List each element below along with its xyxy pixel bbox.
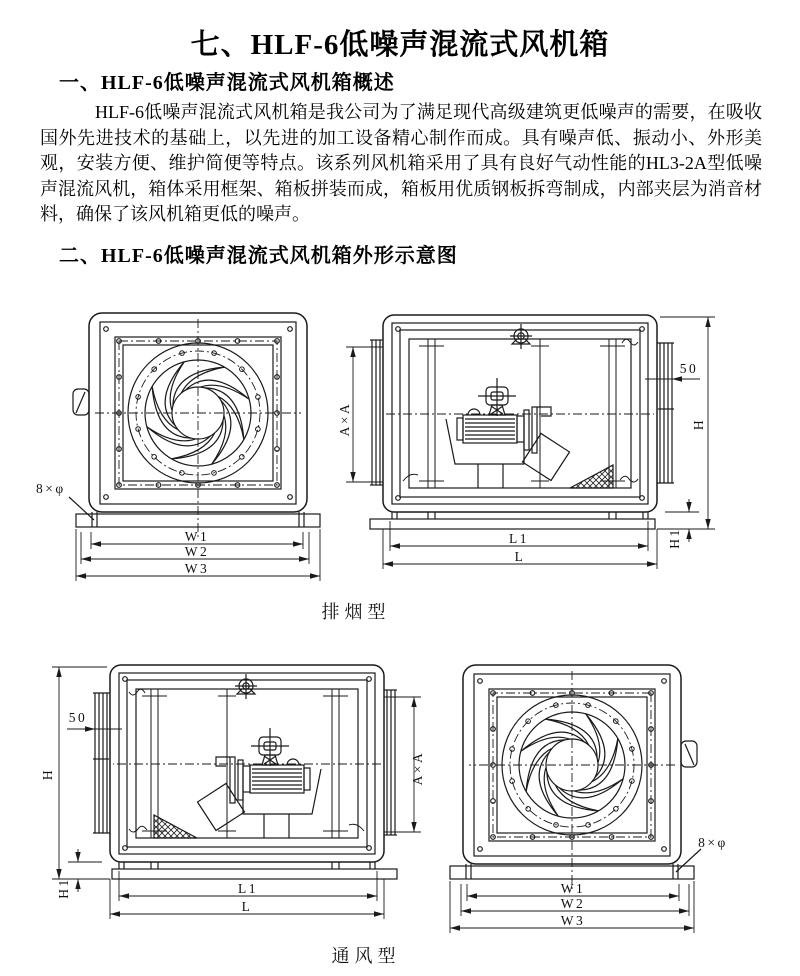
dim-label-bolt-holes: 8×φ bbox=[698, 835, 728, 850]
dim-label-w2: W2 bbox=[184, 544, 210, 559]
side-view-ventilation bbox=[52, 665, 421, 919]
caption-ventilation-type: 通风型 bbox=[331, 946, 401, 966]
dim-label-h: H bbox=[40, 767, 55, 781]
dim-label-l: L bbox=[514, 549, 526, 564]
dim-label-50: 50 bbox=[68, 710, 88, 725]
section1-paragraph: HLF-6低噪声混流式风机箱是我公司为了满足现代高级建筑更低噪声的需要，在吸收国外先进技术的基础上，以先进的加工设备精心制作而成。具有噪声低、振动小、外形美观，安装方便、维护简便等特点。该系列风机箱采用了具有良好气动性能的HL3-2A型低噪声混流风机，箱体采用框架、箱板拼装而成，箱板用优质钢板拆弯制成，内部夹层为消音材料，确保了该风机箱更低的噪声。 bbox=[40, 102, 762, 224]
dim-label-l: L bbox=[241, 899, 253, 914]
dim-label-w2: W2 bbox=[560, 896, 586, 911]
dim-label-bolt-holes: 8×φ bbox=[36, 481, 66, 496]
section1-heading: 一、HLF-6低噪声混流式风机箱概述 bbox=[59, 72, 395, 94]
dim-label-50: 50 bbox=[679, 361, 699, 376]
dim-label-h1: H1 bbox=[667, 527, 682, 549]
dim-label-l1: L1 bbox=[509, 531, 529, 546]
dim-label-w3: W3 bbox=[560, 913, 586, 928]
dim-label-w1: W1 bbox=[184, 529, 210, 544]
page-title: 七、HLF-6低噪声混流式风机箱 bbox=[190, 29, 610, 61]
dim-label-h1: H1 bbox=[56, 877, 71, 899]
side-view-exhaust bbox=[346, 315, 715, 569]
dim-label-w1: W1 bbox=[560, 881, 586, 896]
dim-label-axa: A×A bbox=[337, 401, 352, 437]
dim-label-axa: A×A bbox=[410, 750, 425, 786]
dim-label-h: H bbox=[691, 417, 706, 431]
section2-heading: 二、HLF-6低噪声混流式风机箱外形示意图 bbox=[59, 245, 458, 267]
caption-exhaust-type: 排烟型 bbox=[321, 602, 391, 622]
dim-label-w3: W3 bbox=[184, 561, 210, 576]
dim-label-l1: L1 bbox=[238, 881, 258, 896]
